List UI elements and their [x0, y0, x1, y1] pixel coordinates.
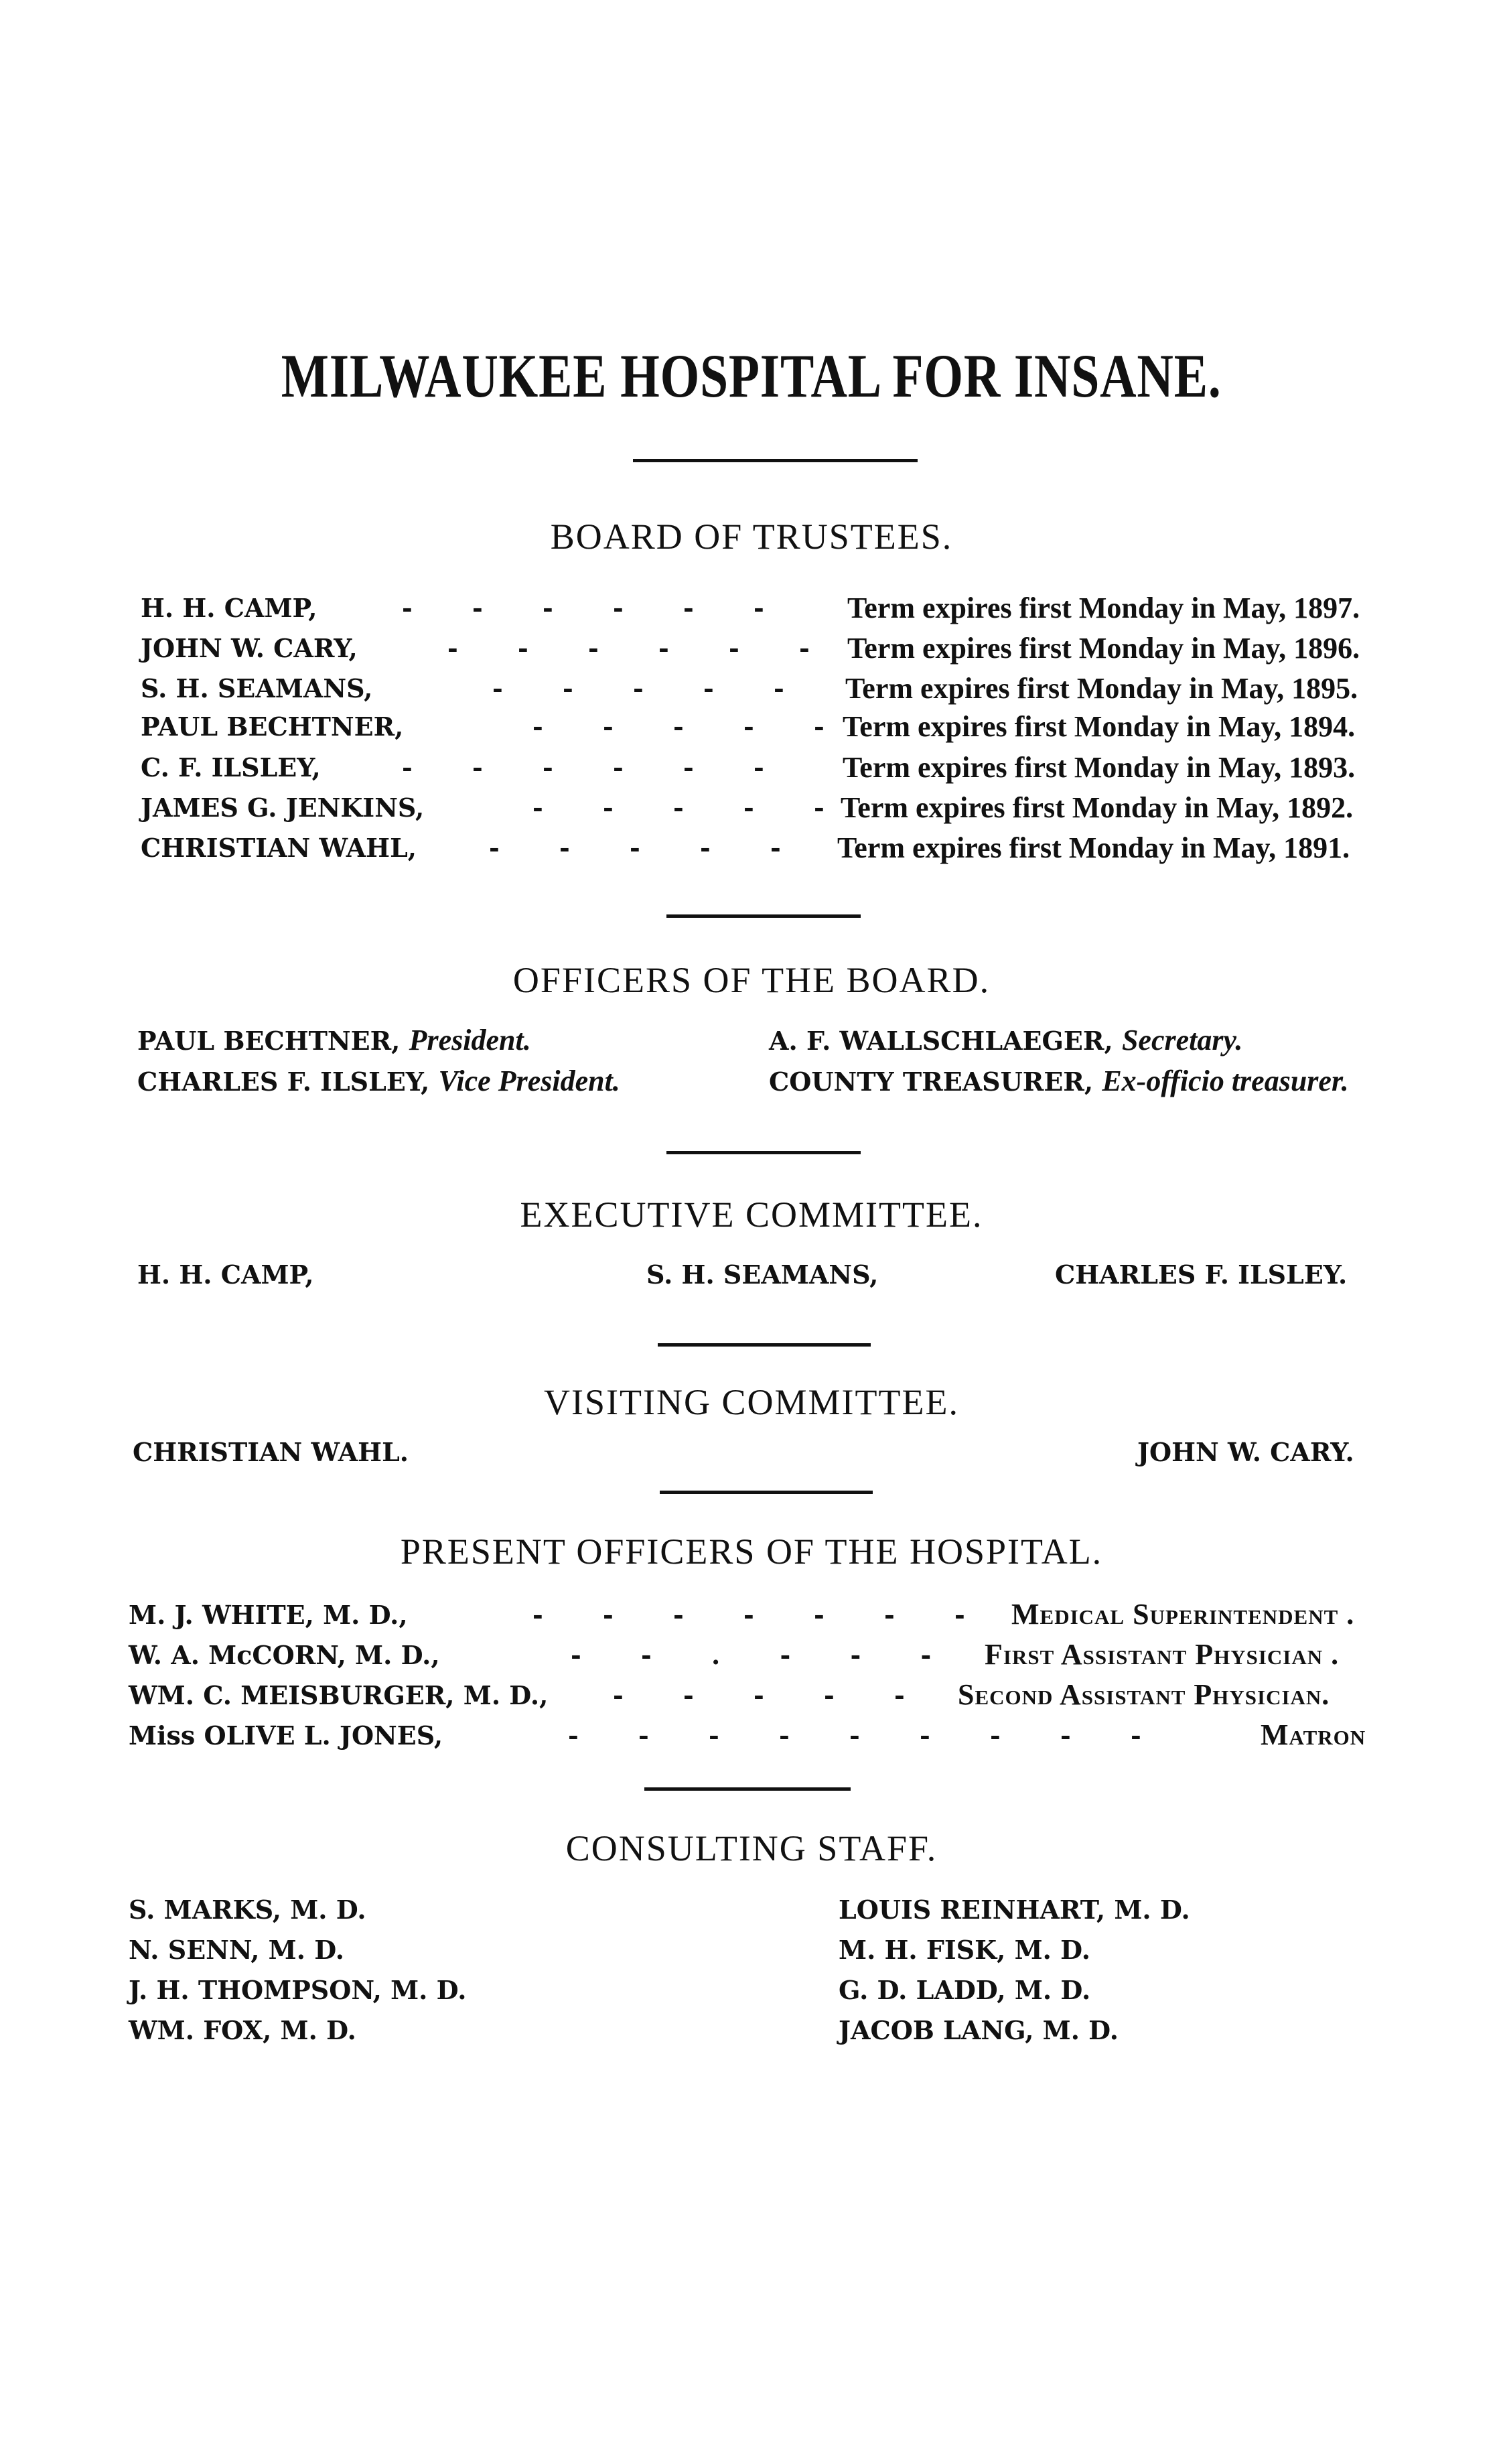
consulting-staff-heading: CONSULTING STAFF. [565, 1828, 938, 1868]
trustee-name: S. H. SEAMANS, [141, 673, 373, 703]
officer-name: A. F. WALLSCHLAEGER, [769, 1026, 1113, 1056]
consultant-name: JACOB LANG, M. D. [839, 2015, 1119, 2045]
officer-role: Secretary. [1121, 1024, 1243, 1056]
consultant-name: M. H. FISK, M. D. [839, 1935, 1090, 1965]
leader-dashes: - - - - - - [402, 593, 790, 623]
leader-dashes: - - - - - - - [532, 1600, 991, 1630]
leader-dashes: - - - - - [532, 711, 850, 742]
executive-committee-heading: EXECUTIVE COMMITTEE. [520, 1194, 983, 1235]
trustee-name: CHRISTIAN WAHL, [141, 833, 417, 863]
hospital-officer-name: WM. C. MEISBURGER, M. D., [129, 1680, 549, 1710]
trustee-term: Term expires first Monday in May, 1891. [837, 831, 1350, 864]
officer-role: Ex-officio treasurer. [1102, 1065, 1349, 1097]
page-title: MILWAUKEE HOSPITAL FOR INSANE. [281, 342, 1222, 410]
trustee-term: Term expires first Monday in May, 1895. [845, 672, 1358, 705]
consultant-name: G. D. LADD, M. D. [839, 1975, 1091, 2005]
officer-entry [137, 1064, 620, 1098]
officer-entry [769, 1023, 1242, 1057]
hospital-officer-name: Miss OLIVE L. JONES, [129, 1720, 443, 1751]
officer-role: President. [409, 1024, 531, 1056]
leader-dashes: - - - - - - [402, 752, 790, 782]
leader-dashes: - - - - - [492, 673, 810, 703]
consultant-name: N. SENN, M. D. [129, 1935, 345, 1965]
trustee-name: JAMES G. JENKINS, [141, 793, 425, 823]
leader-dashes: - - . - - - [571, 1640, 957, 1670]
trustee-term: Term expires first Monday in May, 1892. [841, 791, 1354, 824]
officers-of-board-heading: OFFICERS OF THE BOARD. [512, 960, 991, 1000]
divider [658, 1343, 871, 1347]
trustee-term: Term expires first Monday in May, 1897. [847, 592, 1360, 624]
divider [666, 914, 861, 918]
trustee-name: C. F. ILSLEY, [141, 752, 321, 782]
leader-dashes: - - - - - - [447, 633, 835, 663]
executive-member: CHARLES F. ILSLEY. [1055, 1259, 1348, 1290]
officer-name: CHARLES F. ILSLEY, [137, 1067, 430, 1097]
leader-dashes: - - - - - [532, 793, 850, 823]
leader-dashes: - - - - - [613, 1680, 930, 1710]
trustee-name: PAUL BECHTNER, [141, 711, 404, 742]
trustee-term: Term expires first Monday in May, 1894. [843, 710, 1356, 743]
hospital-officer-title: Second Assistant Physician. [958, 1678, 1330, 1711]
consultant-name: WM. FOX, M. D. [129, 2015, 356, 2045]
divider [644, 1787, 851, 1791]
hospital-officer-name: W. A. McCORN, M. D., [129, 1640, 440, 1670]
leader-dashes: - - - - - [489, 833, 806, 863]
visiting-committee-heading: VISITING COMMITTEE. [544, 1382, 959, 1422]
officer-name: PAUL BECHTNER, [137, 1026, 401, 1056]
hospital-officer-title: First Assistant Physician . [985, 1638, 1340, 1671]
officer-name: COUNTY TREASURER, [769, 1067, 1094, 1097]
officer-entry [137, 1023, 531, 1057]
hospital-officer-title: Medical Superintendent . [1011, 1598, 1355, 1631]
executive-member: S. H. SEAMANS, [646, 1259, 879, 1290]
visiting-member: JOHN W. CARY. [1137, 1437, 1354, 1467]
leader-dashes: - - - - - - - - - [568, 1720, 1167, 1751]
trustee-term: Term expires first Monday in May, 1893. [843, 751, 1356, 784]
consultant-name: S. MARKS, M. D. [129, 1895, 366, 1925]
trustee-name: H. H. CAMP, [141, 593, 317, 623]
officer-entry [769, 1064, 1349, 1098]
board-of-trustees-heading: BOARD OF TRUSTEES. [550, 517, 953, 557]
hospital-officer-title: Matron [1261, 1718, 1366, 1751]
trustee-name: JOHN W. CARY, [141, 633, 358, 663]
divider [633, 459, 918, 462]
hospital-officers-heading: PRESENT OFFICERS OF THE HOSPITAL. [400, 1531, 1103, 1572]
visiting-member: CHRISTIAN WAHL. [133, 1437, 409, 1467]
divider [666, 1151, 861, 1154]
consultant-name: LOUIS REINHART, M. D. [839, 1895, 1190, 1925]
executive-member: H. H. CAMP, [137, 1259, 314, 1290]
trustee-term: Term expires first Monday in May, 1896. [847, 632, 1360, 665]
consultant-name: J. H. THOMPSON, M. D. [129, 1975, 467, 2005]
divider [660, 1491, 873, 1494]
officer-role: Vice President. [438, 1065, 620, 1097]
hospital-officer-name: M. J. WHITE, M. D., [129, 1600, 408, 1630]
